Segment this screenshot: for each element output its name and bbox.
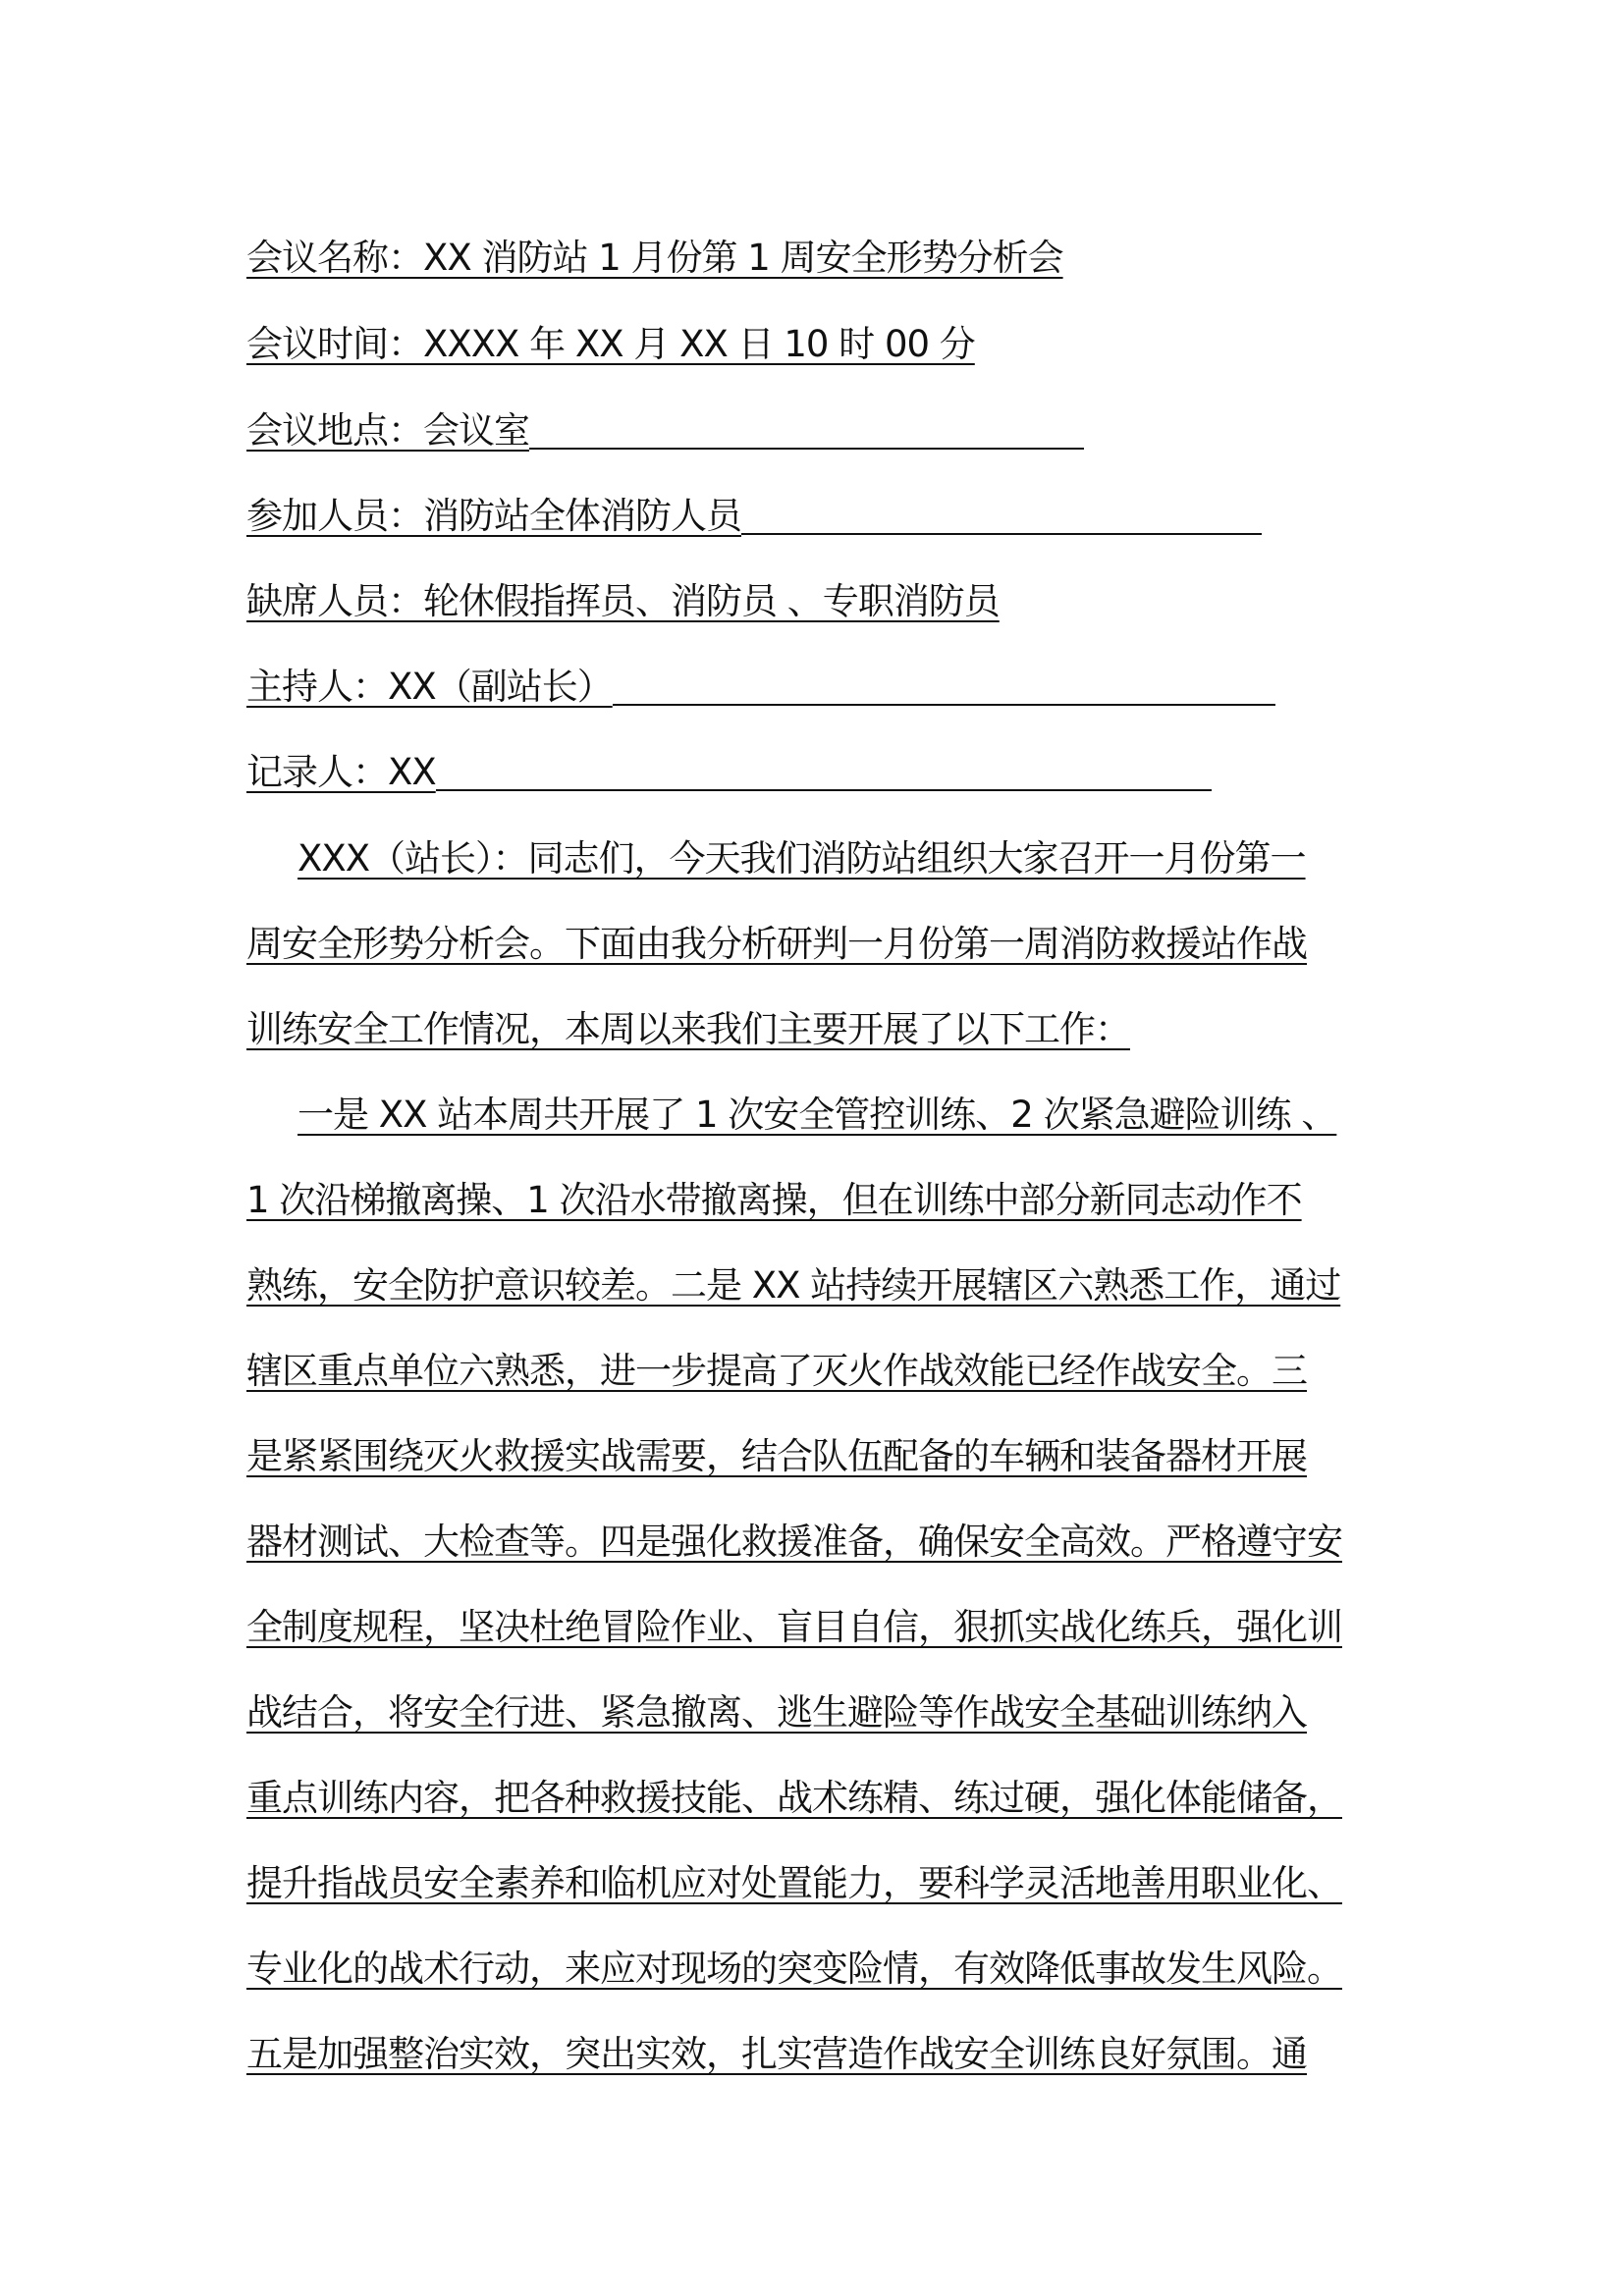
meeting-location-value: 会议室 — [423, 409, 529, 452]
body-line-8: 是紧紧围绕灭火救援实战需要，结合队伍配备的车辆和装备器材开展 — [246, 1435, 1307, 1477]
meeting-name-value: XX 消防站 1 月份第 1 周安全形势分析会 — [423, 237, 1063, 279]
meeting-name-line — [246, 230, 1063, 287]
body-line-7: 辖区重点单位六熟悉，进一步提高了灭火作战效能已经作战安全。三 — [246, 1350, 1307, 1392]
attendees-value: 消防站全体消防人员 — [423, 495, 741, 537]
host-line — [246, 659, 1275, 716]
body-line-11: 战结合，将安全行进、紧急撤离、逃生避险等作战安全基础训练纳入 — [246, 1691, 1307, 1734]
attendees-line — [246, 488, 1262, 545]
body-line-5: 1 次沿梯撤离操、1 次沿水带撤离操，但在训练中部分新同志动作不 — [246, 1179, 1302, 1221]
host-value: XX（副站长） — [388, 666, 613, 708]
body-line-1: XXX（站长）：同志们，今天我们消防站组织大家召开一月份第一 — [298, 837, 1306, 880]
blank-fill-line — [741, 488, 1262, 535]
body-line-2: 周安全形势分析会。下面由我分析研判一月份第一周消防救援站作战 — [246, 923, 1307, 965]
body-line-14: 专业化的战术行动，来应对现场的突变险情，有效降低事故发生风险。 — [246, 1948, 1342, 1990]
meeting-time-label: 会议时间： — [246, 323, 423, 365]
body-line-15: 五是加强整治实效，突出实效，扎实营造作战安全训练良好氛围。通 — [246, 2033, 1307, 2075]
recorder-label: 记录人： — [246, 751, 388, 793]
meeting-location-label: 会议地点： — [246, 409, 423, 452]
meeting-time-line — [246, 316, 975, 373]
body-line-4: 一是 XX 站本周共开展了 1 次安全管控训练、2 次紧急避险训练 、 — [298, 1094, 1337, 1136]
body-line-13: 提升指战员安全素养和临机应对处置能力，要科学灵活地善用职业化、 — [246, 1862, 1342, 1904]
blank-fill-line — [613, 659, 1275, 706]
recorder-value: XX — [388, 751, 436, 793]
body-line-10: 全制度规程，坚决杜绝冒险作业、盲目自信，狠抓实战化练兵，强化训 — [246, 1606, 1342, 1648]
attendees-label: 参加人员： — [246, 495, 423, 537]
meeting-time-value: XXXX 年 XX 月 XX 日 10 时 00 分 — [423, 323, 975, 365]
absentees-value: 轮休假指挥员、消防员 、专职消防员 — [423, 580, 1000, 622]
host-label: 主持人： — [246, 666, 388, 708]
body-line-6: 熟练，安全防护意识较差。二是 XX 站持续开展辖区六熟悉工作，通过 — [246, 1264, 1341, 1307]
body-line-3: 训练安全工作情况，本周以来我们主要开展了以下工作： — [246, 1008, 1130, 1050]
recorder-line — [246, 744, 1212, 801]
blank-fill-line — [529, 402, 1084, 450]
absentees-label: 缺席人员： — [246, 580, 423, 622]
meeting-name-label: 会议名称： — [246, 237, 423, 279]
body-line-9: 器材测试、大检查等。四是强化救援准备，确保安全高效。严格遵守安 — [246, 1521, 1342, 1563]
absentees-line — [246, 573, 1000, 630]
body-line-12: 重点训练内容，把各种救援技能、战术练精、练过硬，强化体能储备， — [246, 1777, 1342, 1819]
blank-fill-line — [436, 744, 1212, 791]
meeting-location-line — [246, 402, 1084, 459]
